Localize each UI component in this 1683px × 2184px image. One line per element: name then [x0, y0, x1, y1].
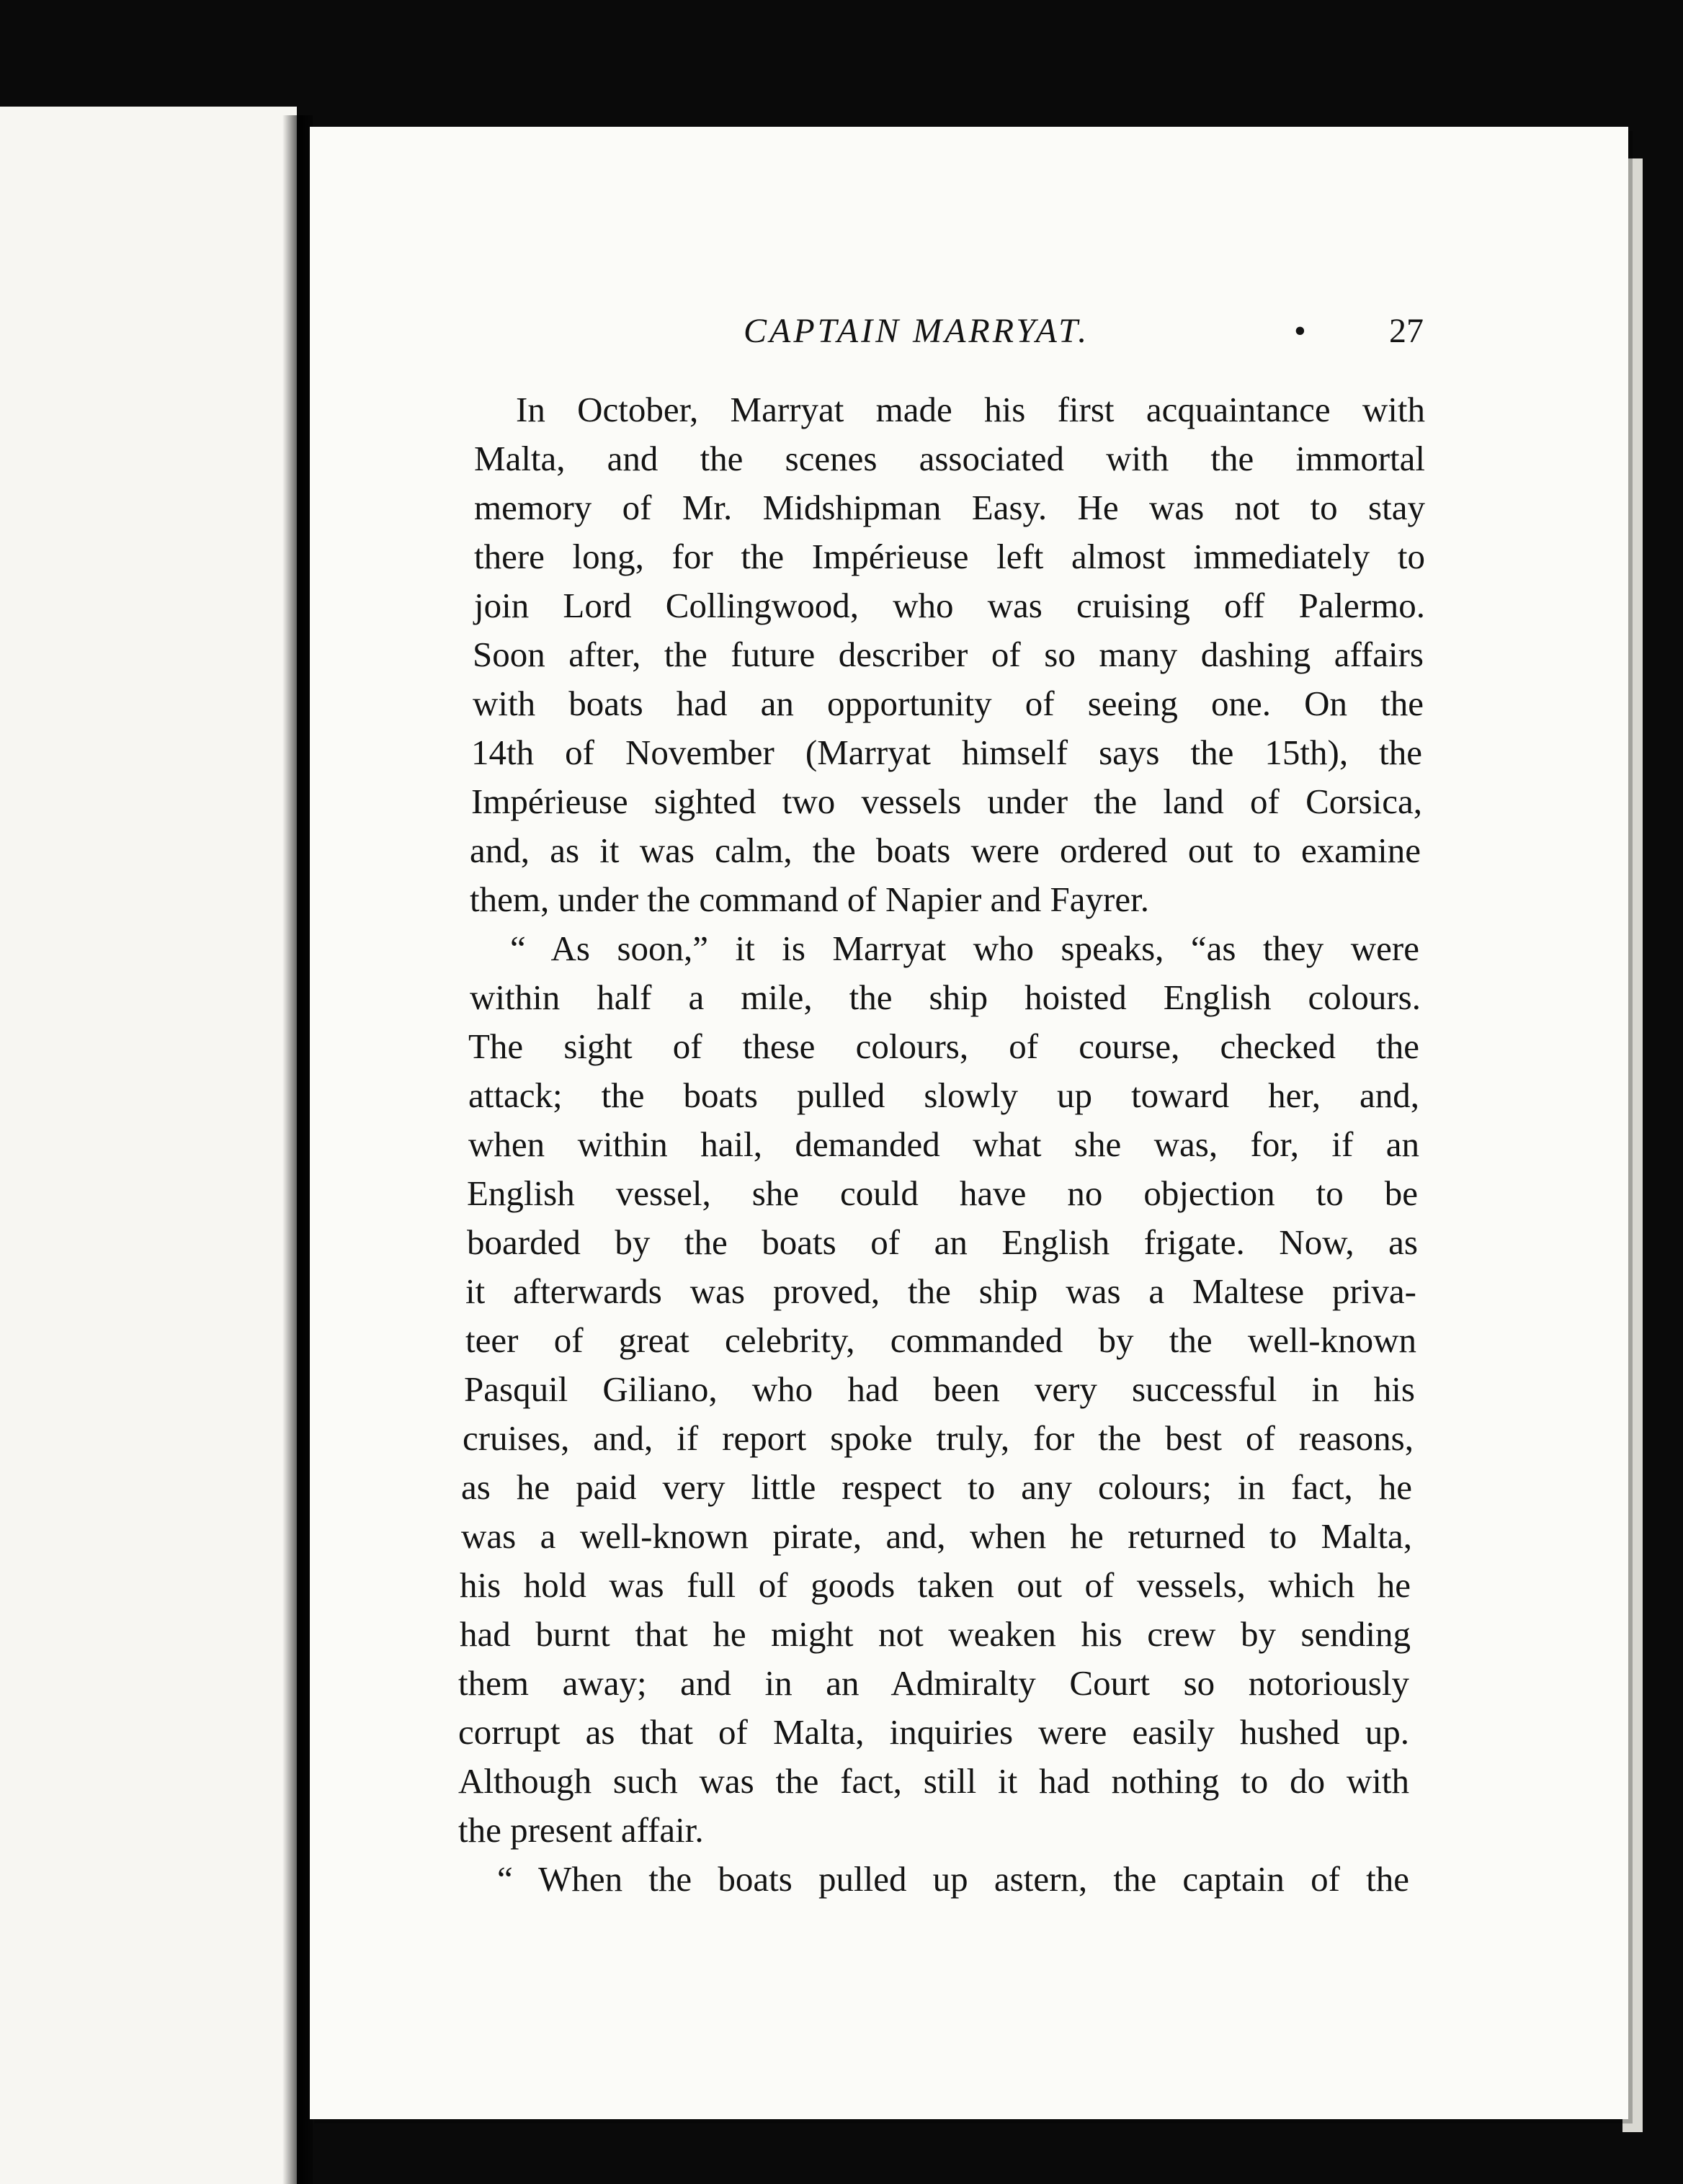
text-line: 14th of November (Marryat himself says the 15th), the: [471, 733, 1422, 772]
text-line: Impérieuse sighted two vessels under the land of Corsica,: [471, 782, 1422, 821]
text-line: Pasquil Giliano, who had been very successful in his: [464, 1369, 1415, 1409]
text-line: Soon after, the future describer of so many dashing affairs: [473, 635, 1424, 674]
text-line: as he paid very little respect to any colours; in fact, he: [461, 1467, 1412, 1507]
text-line: within half a mile, the ship hoisted English colours.: [470, 977, 1421, 1017]
text-line: memory of Mr. Midshipman Easy. He was not to stay: [474, 488, 1425, 527]
book-spine-shadow: [282, 115, 313, 2184]
text-line: join Lord Collingwood, who was cruising off Palermo.: [474, 586, 1425, 625]
text-line: there long, for the Impérieuse left almost immediately to: [474, 537, 1425, 576]
text-line: attack; the boats pulled slowly up toward her, and,: [468, 1075, 1419, 1115]
text-line: The sight of these colours, of course, checked the: [468, 1026, 1419, 1066]
text-line: “ As soon,” it is Marryat who speaks, “as they were: [510, 928, 1419, 968]
page-number: 27: [1389, 312, 1424, 350]
running-head-dot: •: [1294, 312, 1306, 350]
text-line: it afterwards was proved, the ship was a Maltese priva-: [465, 1271, 1416, 1311]
text-line: when within hail, demanded what she was, for, if an: [468, 1124, 1419, 1164]
running-head: CAPTAIN MARRYAT.: [744, 312, 1090, 350]
text-line: with boats had an opportunity of seeing one. On the: [473, 684, 1424, 723]
text-line: In October, Marryat made his first acquaintance with: [516, 390, 1425, 429]
text-line: corrupt as that of Malta, inquiries were easily hushed up.: [458, 1712, 1409, 1752]
text-line: “ When the boats pulled up astern, the captain of the: [497, 1859, 1409, 1899]
text-line: the present affair.: [458, 1810, 704, 1850]
text-line: was a well-known pirate, and, when he returned to Malta,: [461, 1516, 1412, 1556]
text-line: them, under the command of Napier and Fayrer.: [470, 880, 1149, 919]
text-line: his hold was full of goods taken out of vessels, which he: [460, 1565, 1411, 1605]
text-line: had burnt that he might not weaken his crew by sending: [460, 1614, 1411, 1654]
text-line: English vessel, she could have no objection to be: [467, 1173, 1418, 1213]
text-line: and, as it was calm, the boats were ordered out to examine: [470, 831, 1421, 870]
text-line: teer of great celebrity, commanded by the well-known: [465, 1320, 1416, 1360]
text-line: boarded by the boats of an English frigate. Now, as: [467, 1222, 1418, 1262]
text-line: them away; and in an Admiralty Court so notoriously: [458, 1663, 1409, 1703]
text-line: Malta, and the scenes associated with the immortal: [474, 439, 1425, 478]
text-line: Although such was the fact, still it had nothing to do with: [458, 1761, 1409, 1801]
left-page-fragment: [0, 107, 297, 2184]
text-line: cruises, and, if report spoke truly, for the best of reasons,: [463, 1418, 1414, 1458]
